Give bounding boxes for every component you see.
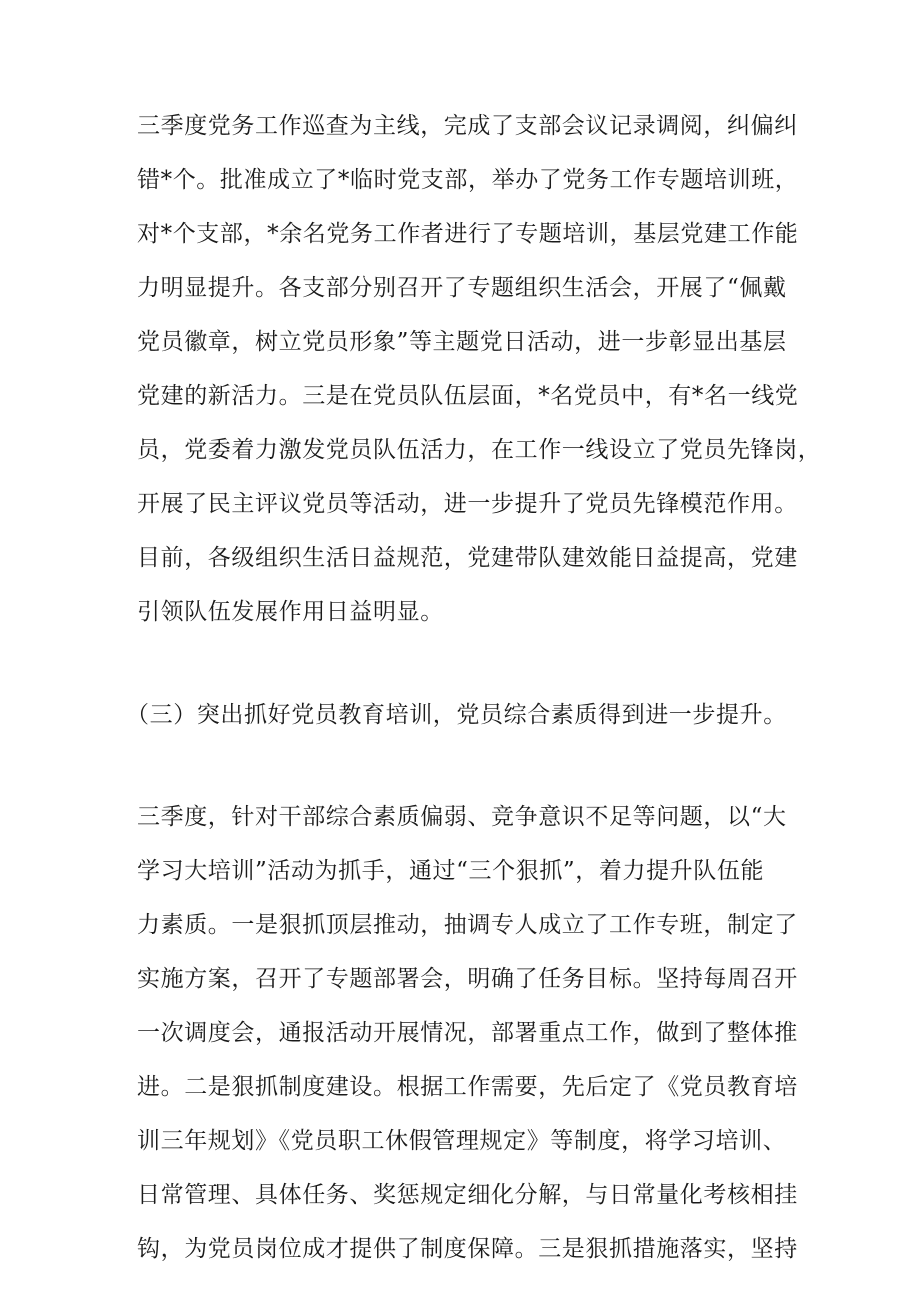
paragraph-2-line: 一次调度会，通报活动开展情况，部署重点工作，做到了整体推 [137,1020,798,1046]
paragraph-1-line: 党建的新活力。三是在党员队伍层面，*名党员中，有*名一线党 [137,383,799,409]
paragraph-2-line: 力素质。一是狠抓顶层推动，抽调专人成立了工作专班，制定了 [137,912,798,938]
paragraph-2-line: 训三年规划》《党员职工休假管理规定》等制度，将学习培训、 [137,1128,787,1154]
paragraph-2-line: 学习大培训”活动为抓手，通过“三个狠抓”，着力提升队伍能 [137,858,765,884]
paragraph-1-line: 力明显提升。各支部分别召开了专题组织生活会，开展了“佩戴 [137,275,787,301]
paragraph-1-line: 三季度党务工作巡查为主线，完成了支部会议记录调阅，纠偏纠 [137,113,798,139]
paragraph-2-line: 日常管理、具体任务、奖惩规定细化分解，与日常量化考核相挂 [137,1182,798,1208]
section-heading: （三）突出抓好党员教育培训，党员综合素质得到进一步提升。 [126,702,787,728]
paragraph-2-line: 进。二是狠抓制度建设。根据工作需要，先后定了《党员教育培 [137,1074,798,1100]
paragraph-1-line: 引领队伍发展作用日益明显。 [137,599,444,625]
paragraph-1-line: 党员徽章，树立党员形象”等主题党日活动，进一步彰显出基层 [137,329,787,355]
paragraph-1-line: 对*个支部，*余名党务工作者进行了专题培训，基层党建工作能 [137,221,799,247]
paragraph-2-line: 实施方案，召开了专题部署会，明确了任务目标。坚持每周召开 [137,966,798,992]
paragraph-1-line: 开展了民主评议党员等活动，进一步提升了党员先锋模范作用。 [137,491,798,517]
paragraph-1-line: 目前，各级组织生活日益规范，党建带队建效能日益提高，党建 [137,545,798,571]
paragraph-1-line: 员，党委着力激发党员队伍活力，在工作一线设立了党员先锋岗， [137,437,822,463]
paragraph-2-line: 三季度，针对干部综合素质偏弱、竞争意识不足等问题，以“大 [137,804,787,830]
paragraph-1-line: 错*个。批准成立了*临时党支部，举办了党务工作专题培训班， [137,167,799,193]
paragraph-2-line: 钩，为党员岗位成才提供了制度保障。三是狠抓措施落实，坚持 [137,1236,798,1262]
